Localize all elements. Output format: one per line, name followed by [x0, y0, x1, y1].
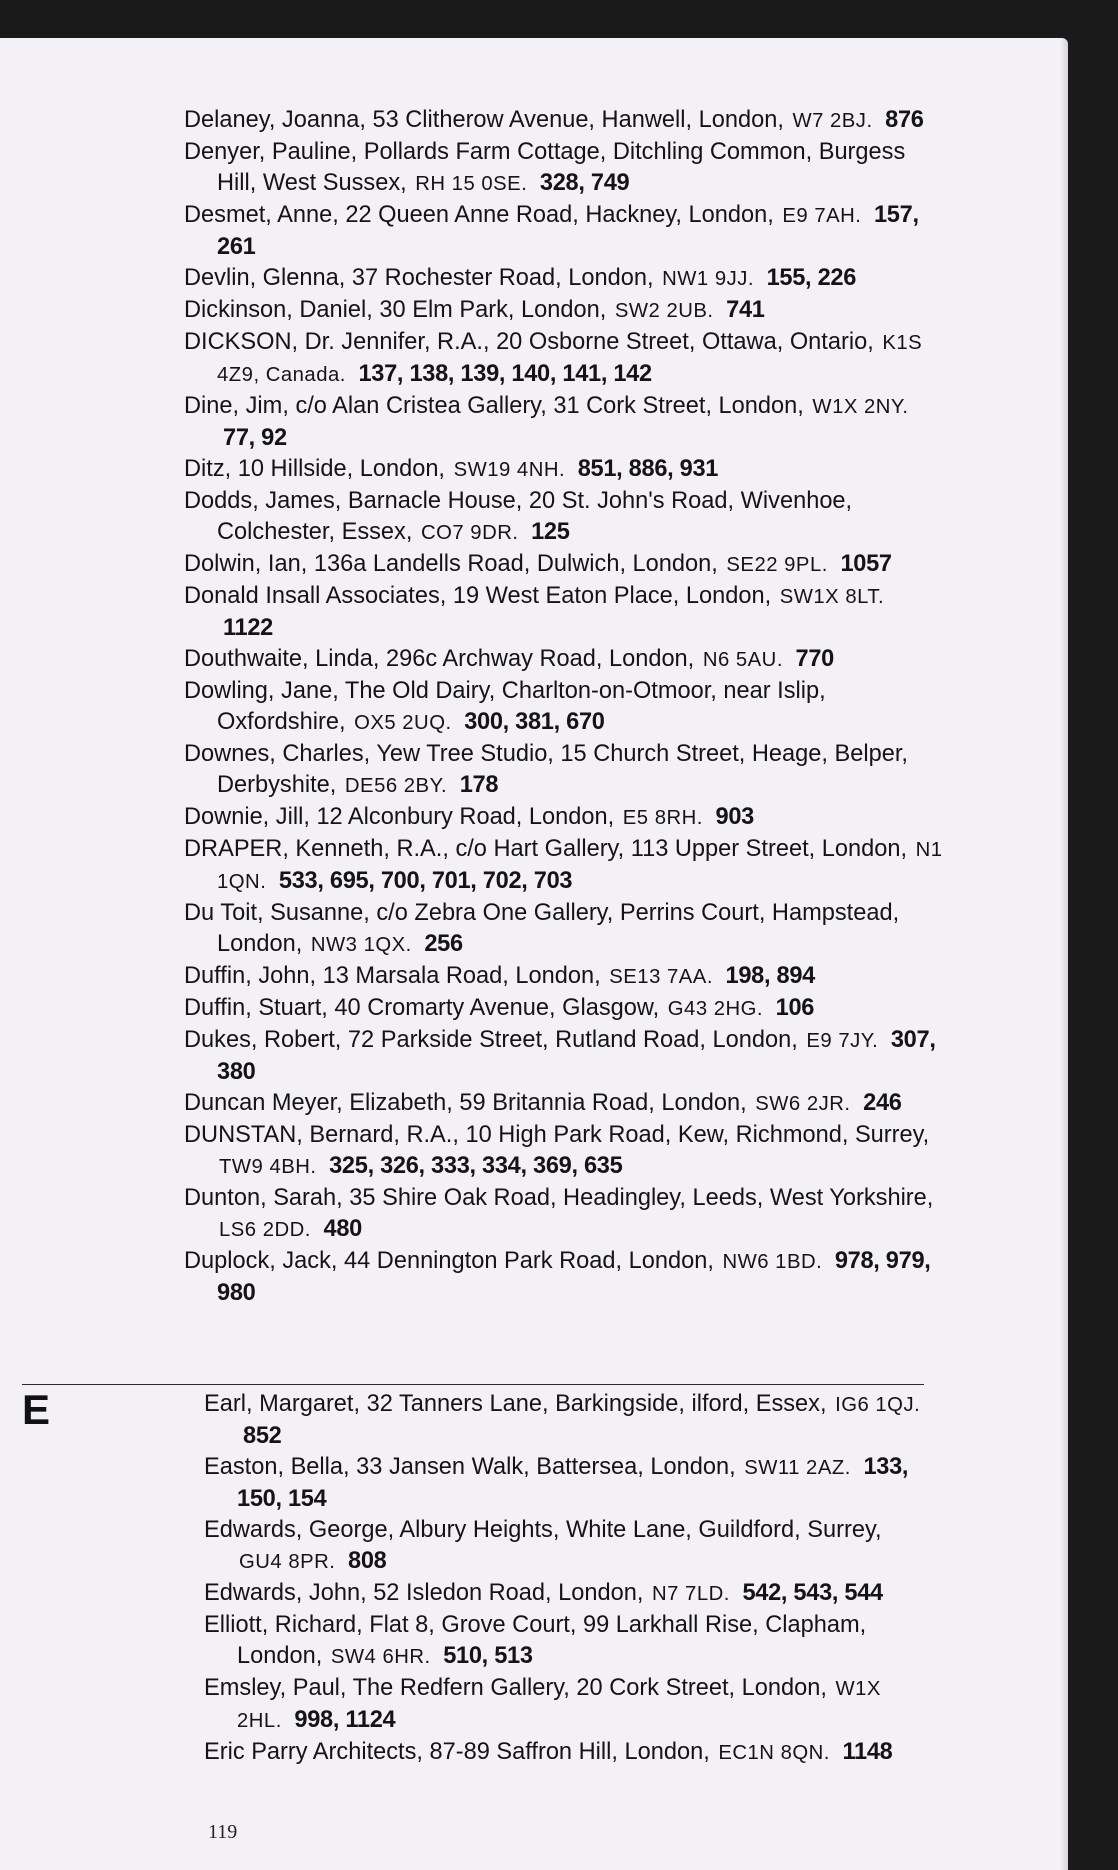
- entry-name: Dine, Jim,: [184, 393, 289, 419]
- entry-references: 125: [531, 519, 570, 545]
- entry-address: 52 Isledon Road, London,: [373, 1580, 644, 1606]
- entry-references: 300, 381, 670: [464, 709, 605, 735]
- entry-references: 77, 92: [223, 425, 287, 451]
- entry-references: 256: [424, 931, 463, 957]
- entry-name: Desmet, Anne,: [184, 202, 339, 228]
- entry-name: Dodds, James,: [184, 488, 342, 514]
- entry-postcode: W7 2BJ.: [792, 110, 873, 132]
- entry-address: The Redfern Gallery, 20 Cork Street, London,: [352, 1675, 827, 1701]
- entry-references: 480: [323, 1216, 362, 1242]
- entry-references: 307, 380: [217, 1027, 936, 1085]
- index-entry: [184, 644, 944, 676]
- entry-postcode: DE56 2BY.: [344, 775, 448, 797]
- entry-name: Emsley, Paul,: [204, 1675, 347, 1701]
- entry-postcode: SW19 4NH.: [453, 459, 566, 481]
- entry-references: 533, 695, 700, 701, 702, 703: [278, 868, 573, 894]
- entry-postcode: NW6 1BD.: [722, 1251, 823, 1273]
- entry-postcode: N7 7LD.: [651, 1583, 730, 1605]
- entry-address: 44 Dennington Park Road, London,: [343, 1248, 714, 1274]
- index-entry: [184, 295, 944, 327]
- entry-name: DRAPER, Kenneth, R.A.,: [184, 836, 449, 862]
- entry-address: 10 High Park Road, Kew, Richmond, Surrey,: [465, 1122, 930, 1148]
- entry-references: 770: [795, 646, 834, 672]
- entry-name: Donald Insall Associates,: [184, 583, 447, 609]
- entry-references: 1148: [842, 1739, 893, 1765]
- entry-postcode: SE22 9PL.: [726, 554, 828, 576]
- entry-name: Douthwaite, Linda,: [184, 646, 380, 672]
- entry-address: 32 Tanners Lane, Barkingside, ilford, Essex,: [366, 1391, 827, 1417]
- entry-address: Flat 8, Grove Court, 99 Larkhall Rise, Clapham, London,: [237, 1612, 867, 1669]
- entry-name: Duncan Meyer, Elizabeth,: [184, 1090, 453, 1116]
- entry-references: 978, 979, 980: [217, 1248, 931, 1306]
- entry-postcode: N1 1QN.: [217, 839, 943, 893]
- entry-postcode: CO7 9DR.: [420, 522, 519, 544]
- entry-name: Earl, Margaret,: [204, 1391, 361, 1417]
- entry-postcode: OX5 2UQ.: [354, 712, 452, 734]
- entry-address: Yew Tree Studio, 15 Church Street, Heage, Belper, Derbyshite,: [217, 741, 908, 798]
- entry-postcode: E5 8RH.: [622, 807, 703, 829]
- entry-postcode: E9 7AH.: [782, 205, 862, 227]
- entry-postcode: SW6 2JR.: [755, 1093, 851, 1115]
- entry-address: 20 Osborne Street, Ottawa, Ontario,: [496, 329, 874, 355]
- entry-address: 136a Landells Road, Dulwich, London,: [313, 551, 718, 577]
- entry-name: Du Toit, Susanne,: [184, 900, 370, 926]
- entry-name: Duplock, Jack,: [184, 1248, 338, 1274]
- entry-name: Dickinson, Daniel,: [184, 297, 373, 323]
- index-entry: [204, 1673, 924, 1737]
- index-entry: [184, 200, 944, 263]
- index-entry: [184, 549, 944, 581]
- index-entry: [184, 105, 944, 137]
- entry-name: Delaney, Joanna,: [184, 107, 366, 133]
- index-entry: [204, 1610, 924, 1673]
- entry-postcode: W1X 2NY.: [812, 396, 909, 418]
- entry-address: Albury Heights, White Lane, Guildford, Surrey,: [399, 1517, 882, 1543]
- index-entry: [184, 898, 944, 961]
- entry-postcode: G43 2HG.: [667, 998, 764, 1020]
- section-letter: E: [22, 1386, 51, 1433]
- entry-postcode: NW1 9JJ.: [662, 268, 755, 290]
- index-section-d: [184, 105, 944, 1309]
- entry-name: Elliott, Richard,: [204, 1612, 363, 1638]
- book-page: [0, 38, 1068, 1870]
- entry-postcode: GU4 8PR.: [239, 1551, 336, 1573]
- entry-name: Dowling, Jane,: [184, 678, 339, 704]
- entry-references: 903: [715, 804, 754, 830]
- entry-references: 137, 138, 139, 140, 141, 142: [358, 361, 652, 387]
- entry-name: Easton, Bella,: [204, 1454, 350, 1480]
- entry-references: 741: [726, 297, 765, 323]
- entry-address: 59 Britannia Road, London,: [459, 1090, 747, 1116]
- index-entry: [184, 961, 944, 993]
- entry-name: Eric Parry Architects,: [204, 1739, 423, 1765]
- entry-references: 325, 326, 333, 334, 369, 635: [329, 1153, 623, 1179]
- entry-address: 72 Parkside Street, Rutland Road, London,: [347, 1027, 798, 1053]
- entry-references: 155, 226: [766, 265, 857, 291]
- entry-address: 40 Cromarty Avenue, Glasgow,: [334, 995, 660, 1021]
- index-entry: [204, 1578, 924, 1610]
- index-entry: [184, 993, 944, 1025]
- entry-postcode: SW2 2UB.: [614, 300, 714, 322]
- entry-postcode: SW1X 8LT.: [779, 586, 885, 608]
- entry-references: 198, 894: [725, 963, 815, 989]
- index-entry: [184, 834, 944, 898]
- entry-postcode: K1S 4Z9, Canada.: [217, 332, 923, 386]
- entry-address: The Old Dairy, Charlton-on-Otmoor, near Islip, Oxfordshire,: [217, 678, 826, 735]
- entry-references: 998, 1124: [294, 1707, 396, 1733]
- entry-address: c/o Hart Gallery, 113 Upper Street, London,: [455, 836, 908, 862]
- index-entry: [184, 739, 944, 802]
- index-entry: [184, 1088, 944, 1120]
- entry-name: Edwards, John,: [204, 1580, 367, 1606]
- entry-name: DUNSTAN, Bernard, R.A.,: [184, 1122, 459, 1148]
- index-entry: [204, 1452, 924, 1515]
- entry-address: 33 Jansen Walk, Battersea, London,: [356, 1454, 736, 1480]
- entry-address: c/o Alan Cristea Gallery, 31 Cork Street, London,: [295, 393, 804, 419]
- entry-postcode: TW9 4BH.: [219, 1156, 317, 1178]
- entry-name: Ditz,: [184, 456, 232, 482]
- section-divider: [22, 1384, 924, 1385]
- entry-references: 246: [863, 1090, 902, 1116]
- index-entry: [184, 1120, 944, 1183]
- entry-address: 37 Rochester Road, London,: [351, 265, 654, 291]
- entry-references: 876: [885, 107, 924, 133]
- index-entry: [184, 391, 944, 454]
- entry-address: 10 Hillside, London,: [237, 456, 445, 482]
- entry-references: 178: [459, 772, 499, 798]
- index-entry: [184, 454, 944, 486]
- entry-postcode: N6 5AU.: [702, 649, 783, 671]
- entry-postcode: RH 15 0SE.: [415, 173, 528, 195]
- index-entry: [184, 1246, 944, 1309]
- index-entry: [184, 802, 944, 834]
- index-entry: [184, 1025, 944, 1088]
- index-entry: [184, 676, 944, 739]
- entry-postcode: LS6 2DD.: [219, 1219, 311, 1241]
- entry-address: Pollards Farm Cottage, Ditchling Common, Burgess Hill, West Sussex,: [217, 139, 906, 196]
- entry-postcode: NW3 1QX.: [310, 934, 412, 956]
- entry-references: 157, 261: [217, 202, 919, 260]
- entry-address: 35 Shire Oak Road, Headingley, Leeds, West Yorkshire,: [349, 1185, 934, 1211]
- entry-references: 328, 749: [539, 170, 630, 196]
- entry-address: 296c Archway Road, London,: [386, 646, 695, 672]
- entry-postcode: SW11 2AZ.: [744, 1457, 851, 1479]
- entry-postcode: IG6 1QJ.: [835, 1394, 921, 1416]
- index-section-e: [204, 1389, 924, 1769]
- entry-references: 106: [775, 995, 815, 1021]
- index-entry: [204, 1515, 924, 1578]
- index-entry: [204, 1389, 924, 1452]
- entry-postcode: EC1N 8QN.: [718, 1742, 830, 1764]
- entry-address: 19 West Eaton Place, London,: [452, 583, 772, 609]
- entry-address: 87-89 Saffron Hill, London,: [429, 1739, 710, 1765]
- entry-name: Edwards, George,: [204, 1517, 395, 1543]
- index-entry: [184, 581, 944, 644]
- entry-references: 542, 543, 544: [742, 1580, 883, 1606]
- entry-address: 53 Clitherow Avenue, Hanwell, London,: [372, 107, 784, 133]
- index-entry: [184, 327, 944, 391]
- index-entry: [184, 486, 944, 549]
- entry-name: Dukes, Robert,: [184, 1027, 342, 1053]
- entry-references: 851, 886, 931: [577, 456, 719, 482]
- entry-references: 1122: [223, 615, 273, 641]
- entry-name: Dolwin, Ian,: [184, 551, 308, 577]
- entry-address: 22 Queen Anne Road, Hackney, London,: [345, 202, 774, 228]
- entry-address: c/o Zebra One Gallery, Perrins Court, Hampstead, London,: [217, 900, 900, 957]
- entry-name: Dunton, Sarah,: [184, 1185, 343, 1211]
- entry-references: 808: [348, 1548, 387, 1574]
- entry-address: Barnacle House, 20 St. John's Road, Wivenhoe, Colchester, Essex,: [217, 488, 853, 545]
- entry-address: 13 Marsala Road, London,: [322, 963, 601, 989]
- index-entry: [184, 263, 944, 295]
- index-entry: [184, 137, 944, 200]
- entry-name: Denyer, Pauline,: [184, 139, 358, 165]
- entry-name: Devlin, Glenna,: [184, 265, 346, 291]
- entry-name: Duffin, John,: [184, 963, 317, 989]
- entry-name: Downes, Charles,: [184, 741, 371, 767]
- entry-postcode: E9 7JY.: [806, 1030, 879, 1052]
- entry-references: 510, 513: [443, 1643, 533, 1669]
- entry-name: DICKSON, Dr. Jennifer, R.A.,: [184, 329, 490, 355]
- entry-references: 133, 150, 154: [237, 1454, 909, 1512]
- index-entry: [204, 1737, 924, 1769]
- entry-postcode: SE13 7AA.: [609, 966, 713, 988]
- entry-name: Downie, Jill,: [184, 804, 310, 830]
- entry-address: 12 Alconbury Road, London,: [316, 804, 615, 830]
- page-number: 119: [208, 1821, 238, 1843]
- entry-references: 852: [243, 1423, 282, 1449]
- entry-address: 30 Elm Park, London,: [379, 297, 607, 323]
- entry-postcode: W1X 2HL.: [237, 1678, 881, 1732]
- index-entry: [184, 1183, 944, 1246]
- entry-references: 1057: [840, 551, 892, 577]
- entry-name: Duffin, Stuart,: [184, 995, 328, 1021]
- entry-postcode: SW4 6HR.: [330, 1646, 431, 1668]
